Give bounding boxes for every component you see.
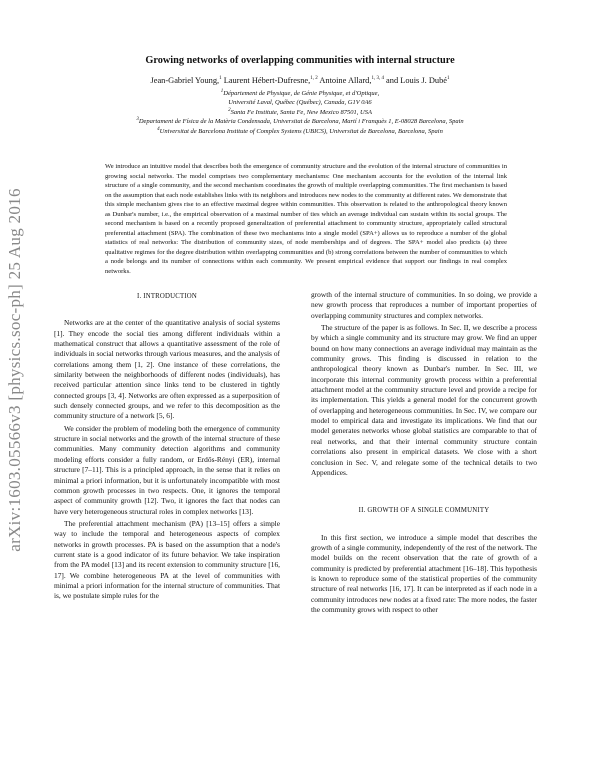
affiliation-line bbox=[30, 89, 570, 98]
author-affil-marker: 1, 3, 4 bbox=[371, 76, 384, 82]
arxiv-stamp-text: arXiv:1603.05566v3 [physics.soc-ph] 25 Aug 2016 bbox=[5, 188, 24, 552]
author-name: Laurent Hébert-Dufresne, bbox=[223, 76, 311, 85]
abstract: We introduce an intuitive model that describes both the emergence of community structure and the evolution of the internal structure of communities in growing social networks. The model comprises two complementary mechanisms: One mechanism accounts for the evolution of the internal link structure of a single community, and the second mechanism coordinates the growth of multiple overlapping communities. The first mechanism is based on the assumption that each node establishes links with its neighbors and introduces new nodes to the community at different rates. We demonstrate that this simple mechanism gives rise to an effective maximal degree within communities. This observation is related to the anthropological theory known as Dunbar's number, i.e., the empirical observation of a maximal number of ties which an average individual can sustain within its social groups. The second mechanism is based on a recently proposed generalization of preferential attachment to community structure, appropriately called structural preferential attachment (SPA). The combination of these two mechanisms into a single model (SPA+) allows us to reproduce a number of the global statistics of real networks: The distribution of community sizes, of node memberships and of degrees. The SPA+ model also predicts (a) three qualitative regimes for the degree distribution within overlapping communities and (b) strong correlations between the number of communities to which a node belongs and its number of connections within each community. We present empirical evidence that support our findings in real complex networks. bbox=[105, 163, 507, 275]
arxiv-stamp bbox=[4, 160, 26, 580]
section-heading-introduction: I. INTRODUCTION bbox=[136, 293, 197, 300]
author-name: and Louis J. Dubé bbox=[386, 76, 447, 85]
affiliation-text: Département de Physique, de Génie Physique, et d'Optique, bbox=[223, 90, 380, 97]
affiliation-marker: 3 bbox=[136, 117, 139, 123]
affiliation-text: Santa Fe Institute, Santa Fe, New Mexico 87501, USA bbox=[230, 108, 372, 116]
author-affil-marker: 1, 2 bbox=[310, 76, 318, 82]
affiliation-marker: 1 bbox=[220, 88, 224, 94]
section-heading-single-community: II. GROWTH OF A SINGLE COMMUNITY bbox=[358, 507, 490, 515]
section-spacer bbox=[311, 478, 537, 504]
body-paragraph: growth of the internal structure of communities. In so doing, we provide a new growth process that reproduces a number of important properties of overlapping community structures and complex networks. bbox=[311, 290, 537, 320]
author-name: Jean-Gabriel Young, bbox=[150, 76, 220, 85]
body-paragraph: We consider the problem of modeling both the emergence of community structure in social networks and the growth of the internal structure of these communities. Many community detection algorithms and community modeling efforts consider a fully random, or Erdős-Rényi (ER), internal structure [7–11]. This is a principled approach, in the sense that it relies on minimal a priori information, but it is unfortunately incompatible with most common growth processes in two respects. One, it ignores the temporal aspect of community growth [12]. Two, it ignores the fact that nodes can have very heterogeneous structural roles in complex networks [13]. bbox=[54, 423, 280, 516]
author-list bbox=[60, 76, 540, 85]
author-affil-marker: 1 bbox=[219, 76, 222, 82]
right-column bbox=[311, 290, 537, 615]
affiliation-line bbox=[30, 117, 570, 126]
affiliation-marker: 4 bbox=[157, 126, 160, 132]
author-name: Antoine Allard, bbox=[319, 76, 372, 85]
affiliation-marker: 2 bbox=[228, 107, 231, 113]
body-paragraph: The structure of the paper is as follows. In Sec. II, we describe a process by which a single community and its structure may grow. We find an upper bound on how many connections an average individual may maintain as the community grows. This finding is discussed in relation to the anthropological theory known as Dunbar's number. In Sec. III, we incorporate this internal community growth process within a preferential attachment model at the community structure level and provide a recipe for its implementation. This yields a general model for the concurrent growth of overlapping and heterogeneous communities. In Sec. IV, we compare our model to empirical data and investigate its implications. We find that our model generates networks whose global statistics are comparable to that of real networks, and that their internal community structure contain correlations also present in empirical datasets. We close with a short conclusion in Sec. V, and relegate some of the technical details to two Appendices. bbox=[311, 323, 537, 477]
body-paragraph: The preferential attachment mechanism (PA) [13–15] offers a simple way to include the temporal and heterogeneous aspects of complex networks in growth processes. PA is based on the assumption that a node's current state is a good indicator of its future behavior. We take inspiration from the PA model [13] and its recent extension to community structure [16, 17]. We combine heterogeneous PA at the level of communities with minimal a priori information for the internal structure of communities. That is, we postulate simple rules for the bbox=[54, 518, 280, 601]
affiliation-text: Université Laval, Québec (Québec), Canada, G1V 0A6 bbox=[228, 99, 372, 107]
affiliation-line bbox=[30, 108, 570, 117]
body-paragraph: In this first section, we introduce a simple model that describes the growth of a single community, independently of the rest of the network. The model builds on the recent observation that the rate of growth of a community is predicted by preferential attachment [16–18]. This hypothesis is known to reproduce some of the statistical properties of the community structure of real networks [16, 17]. It can be interpreted as if each node in a community introduces new nodes at a fixed rate: The more nodes, the faster the community grows with respect to other bbox=[311, 532, 537, 614]
author-affil-marker: 1 bbox=[447, 76, 450, 82]
paper-title: Growing networks of overlapping communities with internal structure bbox=[145, 55, 455, 66]
affiliation-line bbox=[30, 98, 570, 107]
affiliation-line bbox=[30, 127, 570, 136]
left-column bbox=[54, 290, 280, 602]
affiliation-text: Departament de Física de la Matèria Condensada, Universitat de Barcelona, Martí i Franquès 1, E-08028 Barcelona, Spain bbox=[138, 118, 464, 126]
affiliation-text: Universitat de Barcelona Institute of Complex Systems (UBICS), Universitat de Barcelona, Barcelona, Spain bbox=[159, 127, 443, 135]
body-paragraph: Networks are at the center of the quantitative analysis of social systems [1]. They encode the social ties among different individuals within a mathematical construct that allows a quantitative assessment of the role of individuals in social networks through various measures, and the analysis of correlations among them [1, 2]. One instance of these correlations, the similarity between the neighborhoods of different nodes (individuals), has received particular attention since links tend to be clustered in tightly connected groups [3, 4]. Networks are often expressed as a superposition of such densely connected groups, and we refer to this decomposition as the community structure of a network [5, 6]. bbox=[54, 318, 280, 421]
affiliations bbox=[30, 89, 570, 136]
